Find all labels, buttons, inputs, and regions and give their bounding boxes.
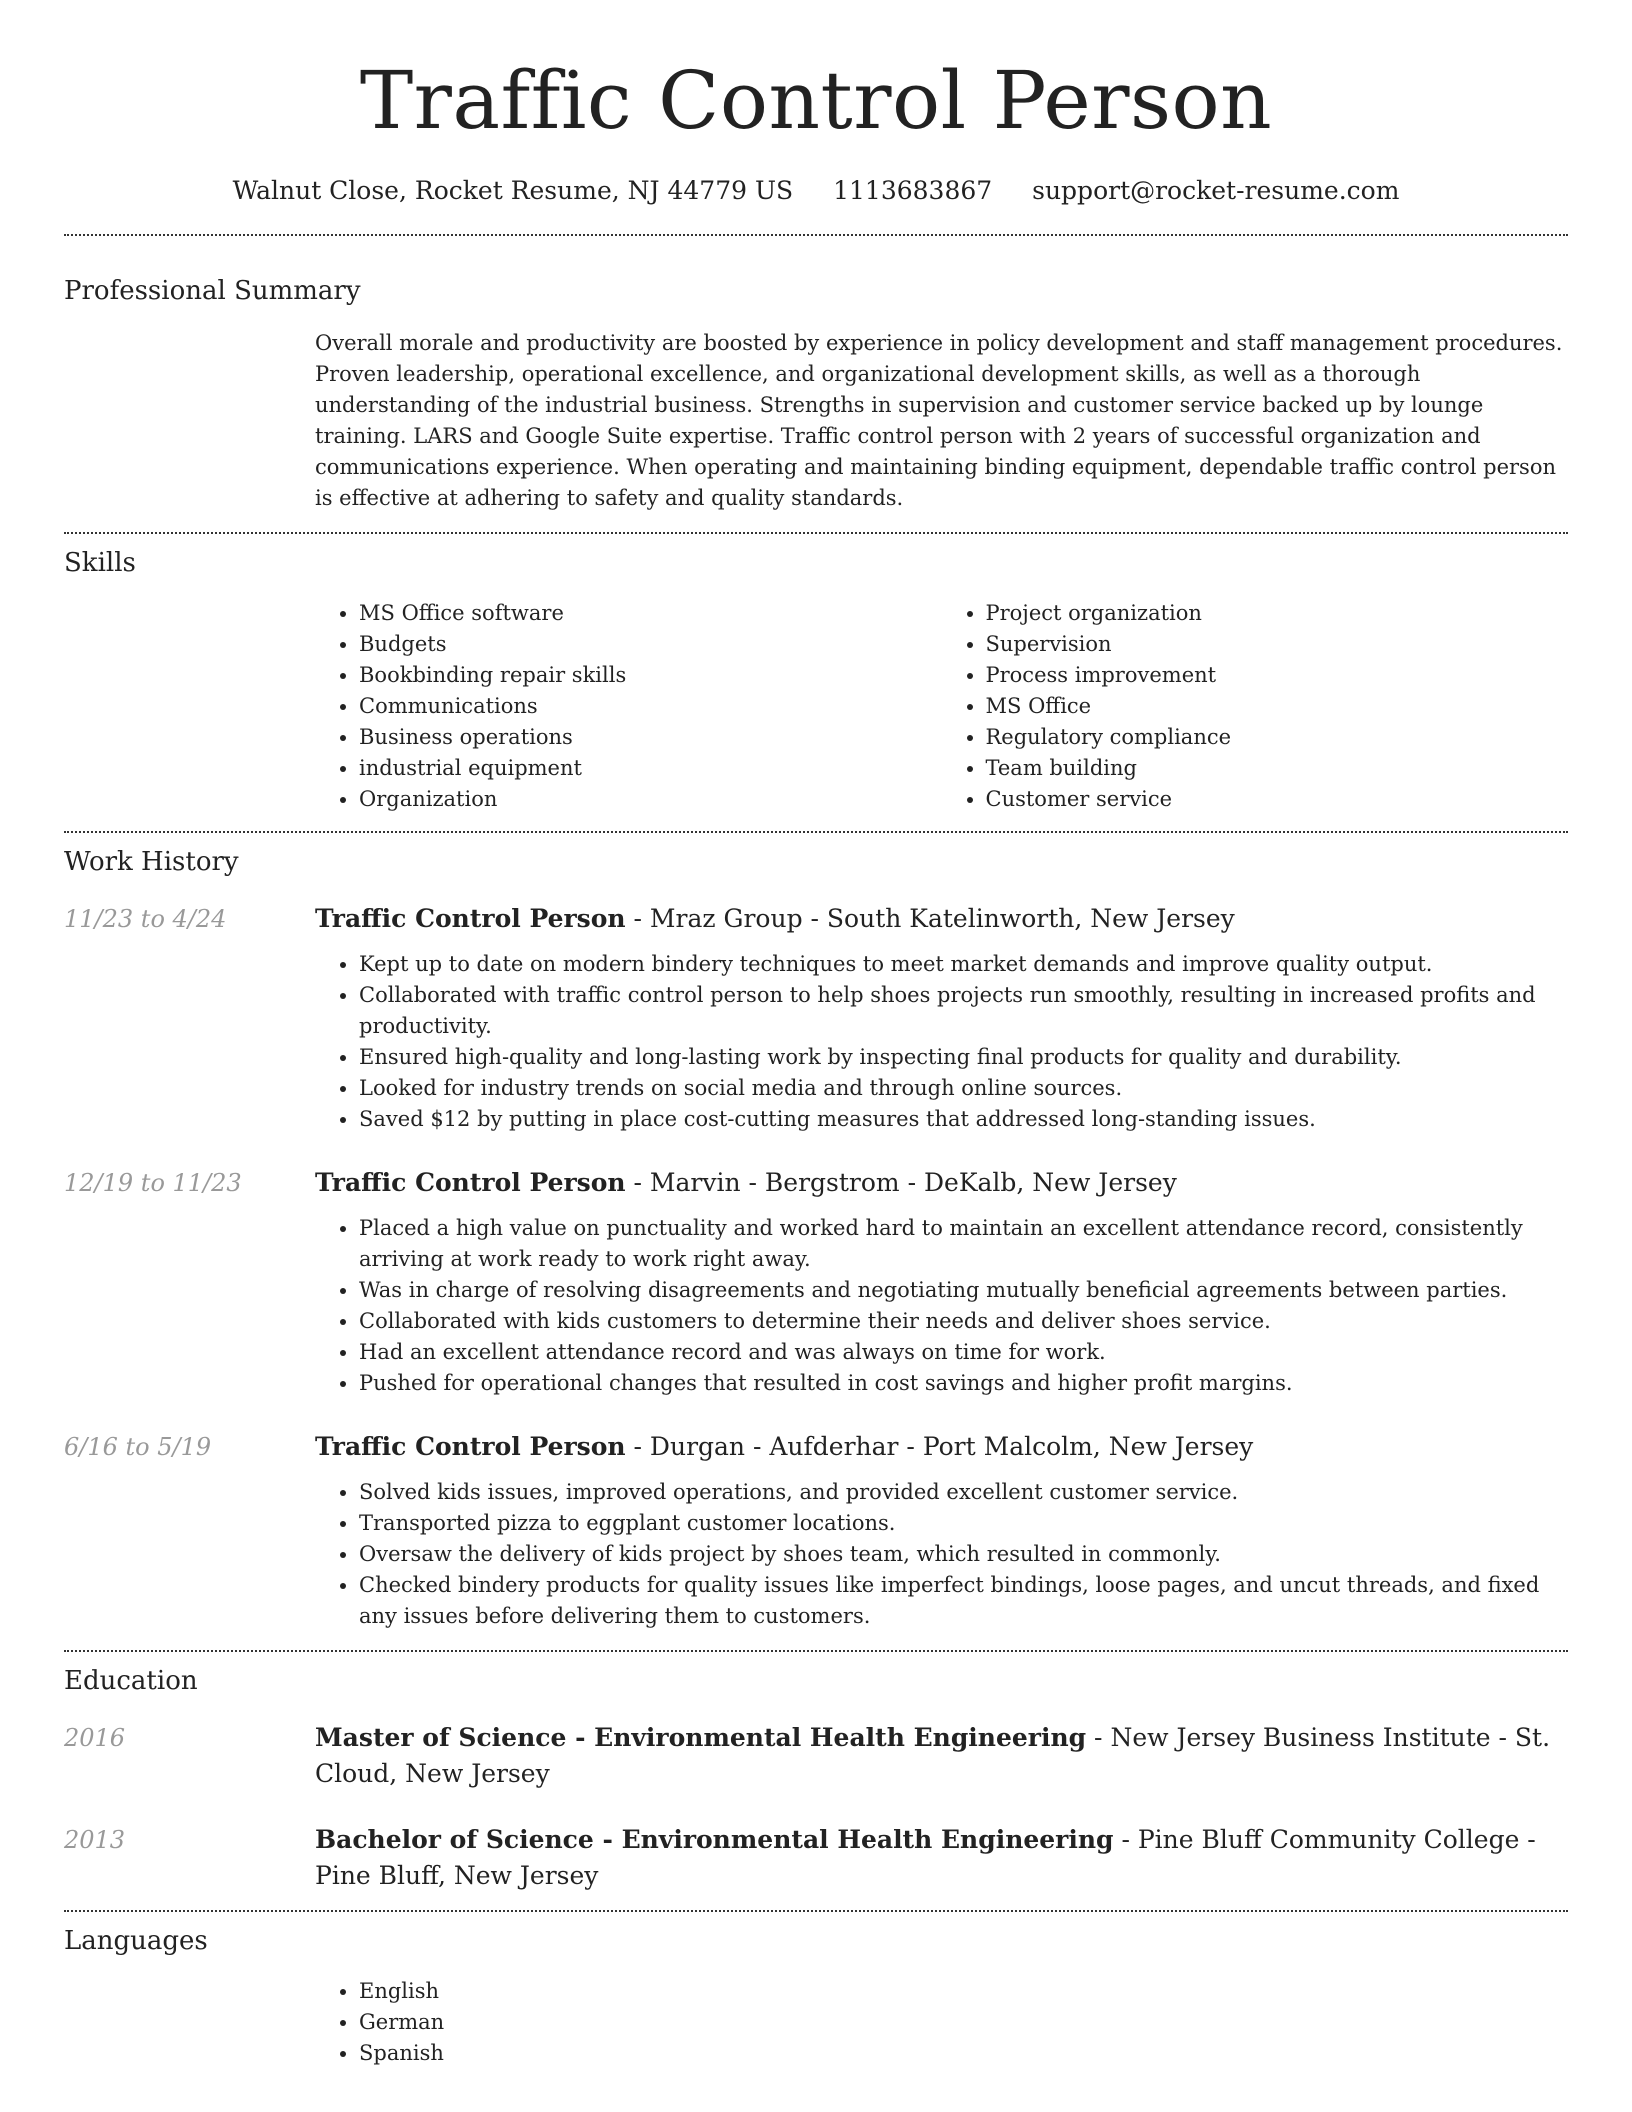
job-bullets <box>315 1477 1568 1632</box>
skill-item: • Organization <box>359 784 942 815</box>
job-bullets <box>315 1213 1568 1399</box>
skill-item: • Project organization <box>986 598 1569 629</box>
education-section <box>64 1652 1568 1910</box>
section-title-skills: Skills <box>64 548 136 578</box>
skill-item: • Budgets <box>359 629 942 660</box>
job-bullet: • Kept up to date on modern bindery techniques to meet market demands and improve quality output. <box>359 949 1568 980</box>
skill-item: • Business operations <box>359 722 942 753</box>
job-details <box>315 901 1568 1135</box>
job-bullet: • Looked for industry trends on social media and through online sources. <box>359 1073 1568 1104</box>
job-bullet: • Oversaw the delivery of kids project by shoes team, which resulted in commonly. <box>359 1539 1568 1570</box>
education-entry <box>64 1720 1568 1792</box>
contact-line <box>64 174 1568 208</box>
job-bullet: • Saved $12 by putting in place cost-cutting measures that addressed long-standing issues. <box>359 1104 1568 1135</box>
skill-item: • industrial equipment <box>359 753 942 784</box>
work-history-section <box>64 833 1568 1650</box>
language-item: • Spanish <box>359 2038 1568 2069</box>
languages-list <box>315 1976 1568 2069</box>
job-bullet: • Was in charge of resolving disagreements and negotiating mutually beneficial agreements between parties. <box>359 1275 1568 1306</box>
email: support@rocket-resume.com <box>1032 176 1400 205</box>
section-title-languages: Languages <box>64 1926 208 1956</box>
job-dates: 6/16 to 5/19 <box>64 1433 212 1461</box>
education-details <box>315 1720 1568 1792</box>
job-entry <box>64 1429 1568 1650</box>
education-year: 2013 <box>64 1826 126 1854</box>
education-year: 2016 <box>64 1724 126 1752</box>
skills-list <box>315 598 1568 831</box>
job-entry <box>64 1165 1568 1399</box>
job-details <box>315 1429 1568 1632</box>
address: Walnut Close, Rocket Resume, NJ 44779 US <box>232 176 794 205</box>
languages-section <box>64 1912 1568 2069</box>
job-bullet: • Transported pizza to eggplant customer locations. <box>359 1508 1568 1539</box>
skill-item: • Customer service <box>986 784 1569 815</box>
section-title-summary: Professional Summary <box>64 276 361 306</box>
job-title <box>315 1429 1568 1465</box>
skill-item: • Team building <box>986 753 1569 784</box>
skill-item: • Supervision <box>986 629 1569 660</box>
summary-text: Overall morale and productivity are boosted by experience in policy development and staff management procedures. Proven leadership, operational excellence, and organizational development skills, as well as a thorough understanding of the industrial business. Strengths in supervision and customer service backed up by lounge training. LARS and Google Suite expertise. Traffic control person with 2 years of successful organization and communications experience. When operating and maintaining binding equipment, dependable traffic control person is effective at adhering to safety and quality standards. <box>315 331 1563 510</box>
education-details <box>315 1822 1568 1894</box>
skill-item: • Communications <box>359 691 942 722</box>
job-bullet: • Pushed for operational changes that resulted in cost savings and higher profit margins. <box>359 1368 1568 1399</box>
skills-column-right <box>942 598 1569 815</box>
job-employer: - Marvin - Bergstrom - DeKalb, New Jersey <box>625 1168 1177 1197</box>
job-bullet: • Had an excellent attendance record and was always on time for work. <box>359 1337 1568 1368</box>
job-details <box>315 1165 1568 1399</box>
degree: Bachelor of Science - Environmental Health Engineering <box>315 1825 1114 1854</box>
skill-item: • Process improvement <box>986 660 1569 691</box>
job-bullet: • Checked bindery products for quality issues like imperfect bindings, loose pages, and uncut threads, and fixed any issues before delivering them to customers. <box>359 1570 1568 1632</box>
language-item: • German <box>359 2007 1568 2038</box>
job-bullet: • Collaborated with kids customers to determine their needs and deliver shoes service. <box>359 1306 1568 1337</box>
skill-item: • Regulatory compliance <box>986 722 1569 753</box>
section-title-education: Education <box>64 1666 198 1696</box>
section-title-work-history: Work History <box>64 847 239 877</box>
job-title <box>315 901 1568 937</box>
job-bullets <box>315 949 1568 1135</box>
job-dates: 11/23 to 4/24 <box>64 905 227 933</box>
summary-section <box>64 236 1568 532</box>
institution: - New Jersey Business Institute - St. Cloud, New Jersey <box>315 1723 1551 1788</box>
job-role: Traffic Control Person <box>315 1168 626 1197</box>
job-employer: - Mraz Group - South Katelinworth, New Jersey <box>625 904 1235 933</box>
job-bullet: • Ensured high-quality and long-lasting work by inspecting final products for quality and durability. <box>359 1042 1568 1073</box>
institution: - Pine Bluff Community College - Pine Bluff, New Jersey <box>315 1825 1536 1890</box>
education-entry <box>64 1822 1568 1910</box>
skill-item: • MS Office software <box>359 598 942 629</box>
job-entry <box>64 901 1568 1135</box>
language-item: • English <box>359 1976 1568 2007</box>
job-bullet: • Collaborated with traffic control person to help shoes projects run smoothly, resulting in increased profits and productivity. <box>359 980 1568 1042</box>
phone: 1113683867 <box>833 176 993 205</box>
job-role: Traffic Control Person <box>315 1432 626 1461</box>
skill-item: • MS Office <box>986 691 1569 722</box>
skill-item: • Bookbinding repair skills <box>359 660 942 691</box>
candidate-name: Traffic Control Person <box>359 54 1273 147</box>
skills-column-left <box>315 598 942 815</box>
job-bullet: • Placed a high value on punctuality and worked hard to maintain an excellent attendance record, consistently arriving at work ready to work right away. <box>359 1213 1568 1275</box>
degree: Master of Science - Environmental Health Engineering <box>315 1723 1087 1752</box>
job-bullet: • Solved kids issues, improved operations, and provided excellent customer service. <box>359 1477 1568 1508</box>
job-title <box>315 1165 1568 1201</box>
skills-section <box>64 534 1568 831</box>
job-role: Traffic Control Person <box>315 904 626 933</box>
job-dates: 12/19 to 11/23 <box>64 1169 242 1197</box>
job-employer: - Durgan - Aufderhar - Port Malcolm, New Jersey <box>625 1432 1254 1461</box>
